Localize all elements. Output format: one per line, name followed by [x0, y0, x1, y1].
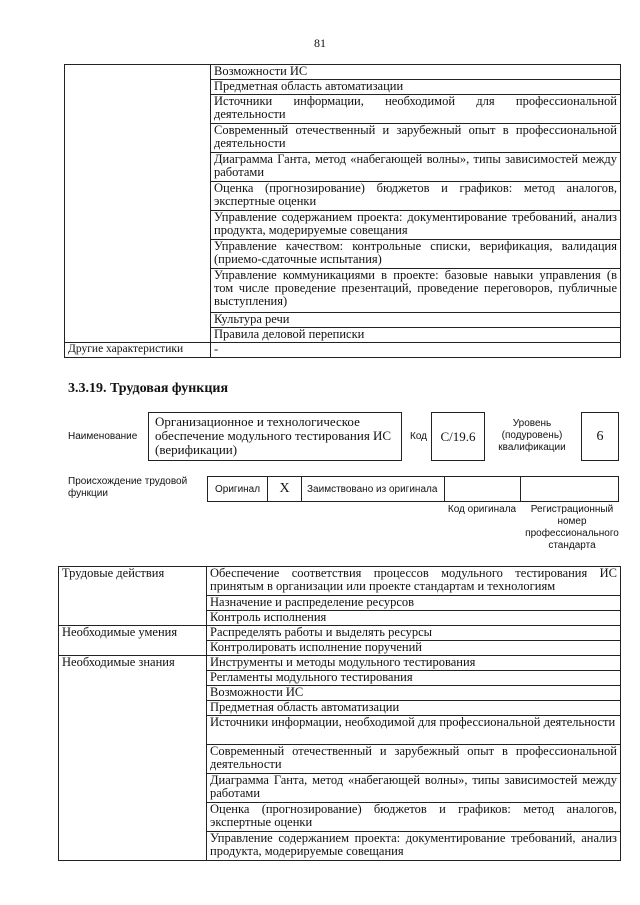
knowledge-item: Управление содержанием проекта: документирование требований, анализ продукта, модерируемые совещания	[207, 832, 621, 861]
knowledge-label-cell	[65, 65, 211, 343]
other-characteristics-label: Другие характеристики	[65, 343, 211, 358]
skill-item: Контролировать исполнение поручений	[207, 641, 621, 656]
skill-item: Распределять работы и выделять ресурсы	[207, 626, 621, 641]
name-label: Наименование	[68, 431, 138, 442]
other-characteristics-value: -	[211, 343, 621, 358]
knowledge-item: Инструменты и методы модульного тестирования	[207, 656, 621, 671]
knowledge-item: Культура речи	[211, 313, 621, 328]
knowledge-item: Предметная область автоматизации	[207, 701, 621, 716]
knowledge-item: Диаграмма Ганта, метод «набегающей волны», типы зависимостей между работами	[211, 153, 621, 182]
knowledge-item: Правила деловой переписки	[211, 328, 621, 343]
knowledge-item: Источники информации, необходимой для профессиональной деятельности	[207, 716, 621, 745]
origin-table	[207, 476, 619, 502]
level-label: Уровень (подуровень) квалификации	[498, 418, 566, 453]
original-label: Оригинал	[208, 477, 268, 501]
code-original-label: Код оригинала	[447, 504, 517, 515]
labor-action-item: Обеспечение соответствия процессов модульного тестирования ИС принятым в организации или проекте стандартам и технологиям	[207, 567, 621, 596]
required-skills-label: Необходимые умения	[59, 626, 207, 656]
function-code-box: С/19.6	[431, 412, 485, 461]
knowledge-item: Предметная область автоматизации	[211, 80, 621, 95]
qualification-level-box: 6	[581, 412, 619, 461]
borrowed-label: Заимствовано из оригинала	[302, 477, 445, 501]
knowledge-item: Управление содержанием проекта: документирование требований, анализ продукта, модерируемые совещания	[211, 211, 621, 240]
knowledge-item: Современный отечественный и зарубежный опыт в профессиональной деятельности	[211, 124, 621, 153]
reg-number-cell	[521, 477, 618, 501]
function-name-box: Организационное и технологическое обеспечение модульного тестирования ИС (верификации)	[148, 412, 402, 461]
labor-function-table	[58, 566, 621, 861]
page-number: 81	[314, 36, 326, 50]
code-original-cell	[445, 477, 521, 501]
original-mark: X	[268, 477, 302, 501]
knowledge-table-continued	[64, 64, 621, 358]
reg-number-label: Регистрационный номер профессионального стандарта	[525, 504, 619, 551]
knowledge-item: Возможности ИС	[211, 65, 621, 80]
labor-action-item: Контроль исполнения	[207, 611, 621, 626]
code-label: Код	[410, 431, 428, 442]
labor-action-item: Назначение и распределение ресурсов	[207, 596, 621, 611]
knowledge-item: Оценка (прогнозирование) бюджетов и графиков: метод аналогов, экспертные оценки	[207, 803, 621, 832]
labor-actions-label: Трудовые действия	[59, 567, 207, 626]
knowledge-item: Современный отечественный и зарубежный опыт в профессиональной деятельности	[207, 745, 621, 774]
knowledge-item: Диаграмма Ганта, метод «набегающей волны», типы зависимостей между работами	[207, 774, 621, 803]
knowledge-item: Оценка (прогнозирование) бюджетов и графиков: метод аналогов, экспертные оценки	[211, 182, 621, 211]
knowledge-item: Регламенты модульного тестирования	[207, 671, 621, 686]
knowledge-item: Управление коммуникациями в проекте: базовые навыки управления (в том числе проведение презентаций, проведение переговоров, публичные выступления)	[211, 269, 621, 313]
knowledge-item: Источники информации, необходимой для профессиональной деятельности	[211, 95, 621, 124]
knowledge-item: Возможности ИС	[207, 686, 621, 701]
origin-label: Происхождение трудовой функции	[68, 476, 188, 499]
knowledge-item: Управление качеством: контрольные списки, верификация, валидация (приемо-сдаточные испытания)	[211, 240, 621, 269]
section-title: 3.3.19. Трудовая функция	[68, 381, 229, 396]
required-knowledge-label: Необходимые знания	[59, 656, 207, 861]
